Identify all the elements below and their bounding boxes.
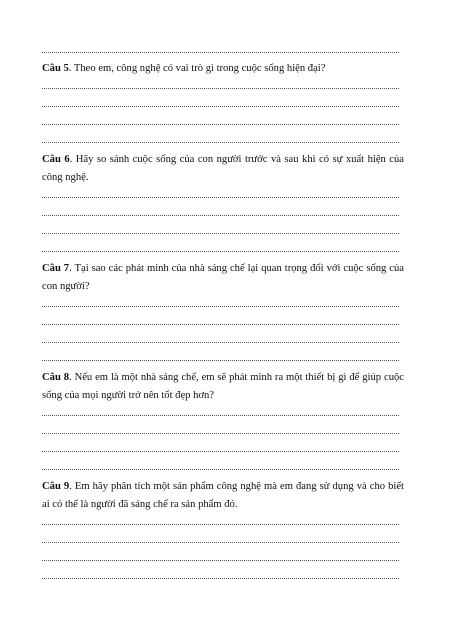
- answer-line: [42, 433, 399, 434]
- question-label: Câu 9: [42, 481, 70, 492]
- question-label: Câu 5: [42, 63, 69, 74]
- answer-line: [42, 306, 399, 307]
- answer-line: [42, 324, 399, 325]
- answer-line: [42, 542, 399, 543]
- question-text: . Nếu em là một nhà sáng chế, em sẽ phát minh ra một thiết bị gì để giúp cuộc sống của mọi người trở nên tốt đẹp hơn?: [42, 372, 404, 401]
- answer-line: [42, 52, 399, 53]
- answer-line: [42, 524, 399, 525]
- question-label: Câu 8: [42, 372, 70, 383]
- question-text: . Theo em, công nghệ có vai trò gì trong cuộc sống hiện đại?: [68, 63, 326, 74]
- question-5: [42, 60, 404, 78]
- answer-line: [42, 415, 399, 416]
- answer-line: [42, 106, 399, 107]
- answer-line: [42, 578, 399, 579]
- answer-line: [42, 124, 399, 125]
- answer-line: [42, 251, 399, 252]
- answer-line: [42, 88, 399, 89]
- answer-line: [42, 215, 399, 216]
- question-6: [42, 151, 404, 187]
- answer-line: [42, 142, 399, 143]
- question-7: [42, 260, 404, 296]
- answer-line: [42, 360, 399, 361]
- question-text: . Tại sao các phát minh của nhà sáng chế lại quan trọng đối với cuộc sống của con người?: [42, 263, 404, 292]
- answer-line: [42, 451, 399, 452]
- question-8: [42, 369, 404, 405]
- question-text: . Hãy so sánh cuộc sống của con người trước và sau khi có sự xuất hiện của công nghệ.: [42, 154, 404, 183]
- question-9: [42, 478, 404, 514]
- answer-line: [42, 469, 399, 470]
- answer-line: [42, 342, 399, 343]
- answer-line: [42, 233, 399, 234]
- answer-line: [42, 197, 399, 198]
- question-label: Câu 7: [42, 263, 70, 274]
- question-label: Câu 6: [42, 154, 70, 165]
- question-text: . Em hãy phân tích một sản phẩm công nghệ mà em đang sử dụng và cho biết ai có thể là người đã sáng chế ra sản phẩm đó.: [42, 481, 404, 510]
- answer-line: [42, 560, 399, 561]
